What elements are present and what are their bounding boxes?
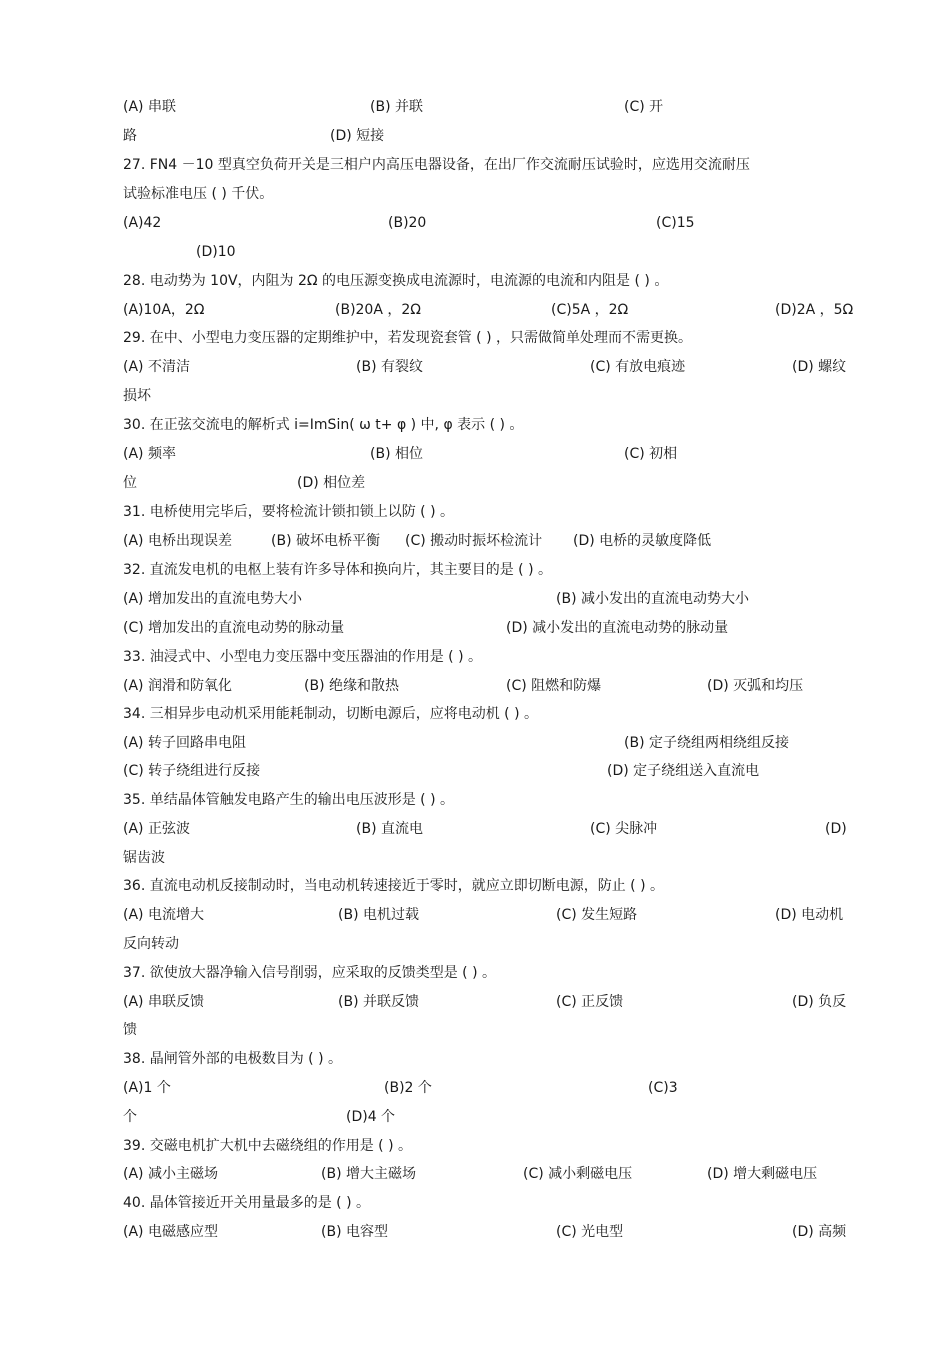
q34-option-c: (C) 转子绕组进行反接 <box>123 763 261 779</box>
q27-option-c: (C)15 <box>656 215 695 231</box>
q38-option-a: (A)1 个 <box>123 1080 171 1096</box>
q36-stem: 36. 直流电动机反接制动时，当电动机转速接近于零时，就应立即切断电源，防止 ( ) 。 <box>123 878 664 894</box>
q32-option-c: (C) 增加发出的直流电动势的脉动量 <box>123 620 345 636</box>
q26-option-c: (C) 开 <box>624 99 664 115</box>
q40-stem: 40. 晶体管接近开关用量最多的是 ( ) 。 <box>123 1195 370 1211</box>
q36-option-b: (B) 电机过载 <box>338 907 419 923</box>
q35-option-a: (A) 正弦波 <box>123 821 190 837</box>
q27-option-d: (D)10 <box>196 244 236 260</box>
q38-option-c-continued: 个 <box>123 1109 137 1125</box>
q27-option-b: (B)20 <box>388 215 427 231</box>
q39-option-a: (A) 减小主磁场 <box>123 1166 218 1182</box>
q29-option-b: (B) 有裂纹 <box>356 359 423 375</box>
q26-option-a: (A) 串联 <box>123 99 176 115</box>
q36-option-d: (D) 电动机 <box>775 907 844 923</box>
q30-option-a: (A) 频率 <box>123 446 176 462</box>
q28-option-c: (C)5A ，2Ω <box>551 302 629 318</box>
q30-option-d: (D) 相位差 <box>297 475 366 491</box>
q37-stem: 37. 欲使放大器净输入信号削弱，应采取的反馈类型是 ( ) 。 <box>123 965 496 981</box>
q33-stem: 33. 油浸式中、小型电力变压器中变压器油的作用是 ( ) 。 <box>123 649 482 665</box>
q33-option-c: (C) 阻燃和防爆 <box>506 678 602 694</box>
q32-option-b: (B) 减小发出的直流电动势大小 <box>556 591 749 607</box>
q39-option-d: (D) 增大剩磁电压 <box>707 1166 818 1182</box>
q32-option-a: (A) 增加发出的直流电势大小 <box>123 591 302 607</box>
q32-stem: 32. 直流发电机的电枢上装有许多导体和换向片，其主要目的是 ( ) 。 <box>123 562 552 578</box>
q33-option-b: (B) 绝缘和散热 <box>304 678 399 694</box>
q29-stem: 29. 在中、小型电力变压器的定期维护中，若发现瓷套管 ( ) ，只需做简单处理而不需更换。 <box>123 330 692 346</box>
q27-stem-line1: 27. FN4 －10 型真空负荷开关是三相户内高压电器设备，在出厂作交流耐压试验时，应选用交流耐压 <box>123 157 750 173</box>
q32-option-d: (D) 减小发出的直流电动势的脉动量 <box>506 620 729 636</box>
q37-option-d: (D) 负反 <box>792 994 847 1010</box>
q37-option-b: (B) 并联反馈 <box>338 994 419 1010</box>
q27-stem-line2: 试验标准电压 ( ) 千伏。 <box>123 186 274 202</box>
q26-option-b: (B) 并联 <box>370 99 423 115</box>
q31-option-d: (D) 电桥的灵敏度降低 <box>573 533 712 549</box>
q28-option-d: (D)2A ，5Ω <box>775 302 854 318</box>
q35-option-c: (C) 尖脉冲 <box>590 821 658 837</box>
q30-stem: 30. 在正弦交流电的解析式 i=ImSin( ω t+ φ ) 中, φ 表示 ( ) 。 <box>123 417 524 433</box>
q34-stem: 34. 三相异步电动机采用能耗制动，切断电源后，应将电动机 ( ) 。 <box>123 706 538 722</box>
q35-option-d: (D) <box>825 821 847 837</box>
q40-option-d: (D) 高频 <box>792 1224 847 1240</box>
q27-option-a: (A)42 <box>123 215 162 231</box>
q29-option-a: (A) 不清洁 <box>123 359 190 375</box>
q36-option-d-continued: 反向转动 <box>123 936 179 952</box>
q29-option-d: (D) 螺纹 <box>792 359 847 375</box>
q31-stem: 31. 电桥使用完毕后，要将检流计锁扣锁上以防 ( ) 。 <box>123 504 454 520</box>
q28-option-a: (A)10A，2Ω <box>123 302 205 318</box>
q35-option-d-continued: 锯齿波 <box>123 850 165 866</box>
q33-option-a: (A) 润滑和防氧化 <box>123 678 232 694</box>
q26-option-c-continued: 路 <box>123 128 137 144</box>
q26-option-d: (D) 短接 <box>330 128 385 144</box>
q40-option-c: (C) 光电型 <box>556 1224 624 1240</box>
q31-option-b: (B) 破坏电桥平衡 <box>271 533 380 549</box>
q37-option-c: (C) 正反馈 <box>556 994 624 1010</box>
q34-option-d: (D) 定子绕组送入直流电 <box>607 763 760 779</box>
q37-option-d-continued: 馈 <box>123 1022 137 1038</box>
q38-option-d: (D)4 个 <box>346 1109 396 1125</box>
q28-stem: 28. 电动势为 10V，内阻为 2Ω 的电压源变换成电流源时，电流源的电流和内阻是 ( ) 。 <box>123 273 669 289</box>
q36-option-c: (C) 发生短路 <box>556 907 638 923</box>
q38-stem: 38. 晶闸管外部的电极数目为 ( ) 。 <box>123 1051 342 1067</box>
q38-option-b: (B)2 个 <box>384 1080 432 1096</box>
q40-option-a: (A) 电磁感应型 <box>123 1224 218 1240</box>
q38-option-c: (C)3 <box>648 1080 678 1096</box>
q35-stem: 35. 单结晶体管触发电路产生的输出电压波形是 ( ) 。 <box>123 792 454 808</box>
q36-option-a: (A) 电流增大 <box>123 907 204 923</box>
q40-option-b: (B) 电容型 <box>321 1224 388 1240</box>
q30-option-b: (B) 相位 <box>370 446 423 462</box>
q31-option-a: (A) 电桥出现误差 <box>123 533 232 549</box>
q33-option-d: (D) 灭弧和均压 <box>707 678 804 694</box>
q34-option-a: (A) 转子回路串电阻 <box>123 735 246 751</box>
q35-option-b: (B) 直流电 <box>356 821 423 837</box>
q31-option-c: (C) 搬动时振坏检流计 <box>405 533 543 549</box>
q39-option-b: (B) 增大主磁场 <box>321 1166 416 1182</box>
q29-option-c: (C) 有放电痕迹 <box>590 359 686 375</box>
q28-option-b: (B)20A ，2Ω <box>335 302 421 318</box>
q39-stem: 39. 交磁电机扩大机中去磁绕组的作用是 ( ) 。 <box>123 1138 412 1154</box>
q39-option-c: (C) 减小剩磁电压 <box>523 1166 633 1182</box>
q37-option-a: (A) 串联反馈 <box>123 994 204 1010</box>
q30-option-c: (C) 初相 <box>624 446 678 462</box>
q30-option-c-continued: 位 <box>123 475 137 491</box>
q29-option-d-continued: 损坏 <box>123 388 151 404</box>
q34-option-b: (B) 定子绕组两相绕组反接 <box>624 735 789 751</box>
